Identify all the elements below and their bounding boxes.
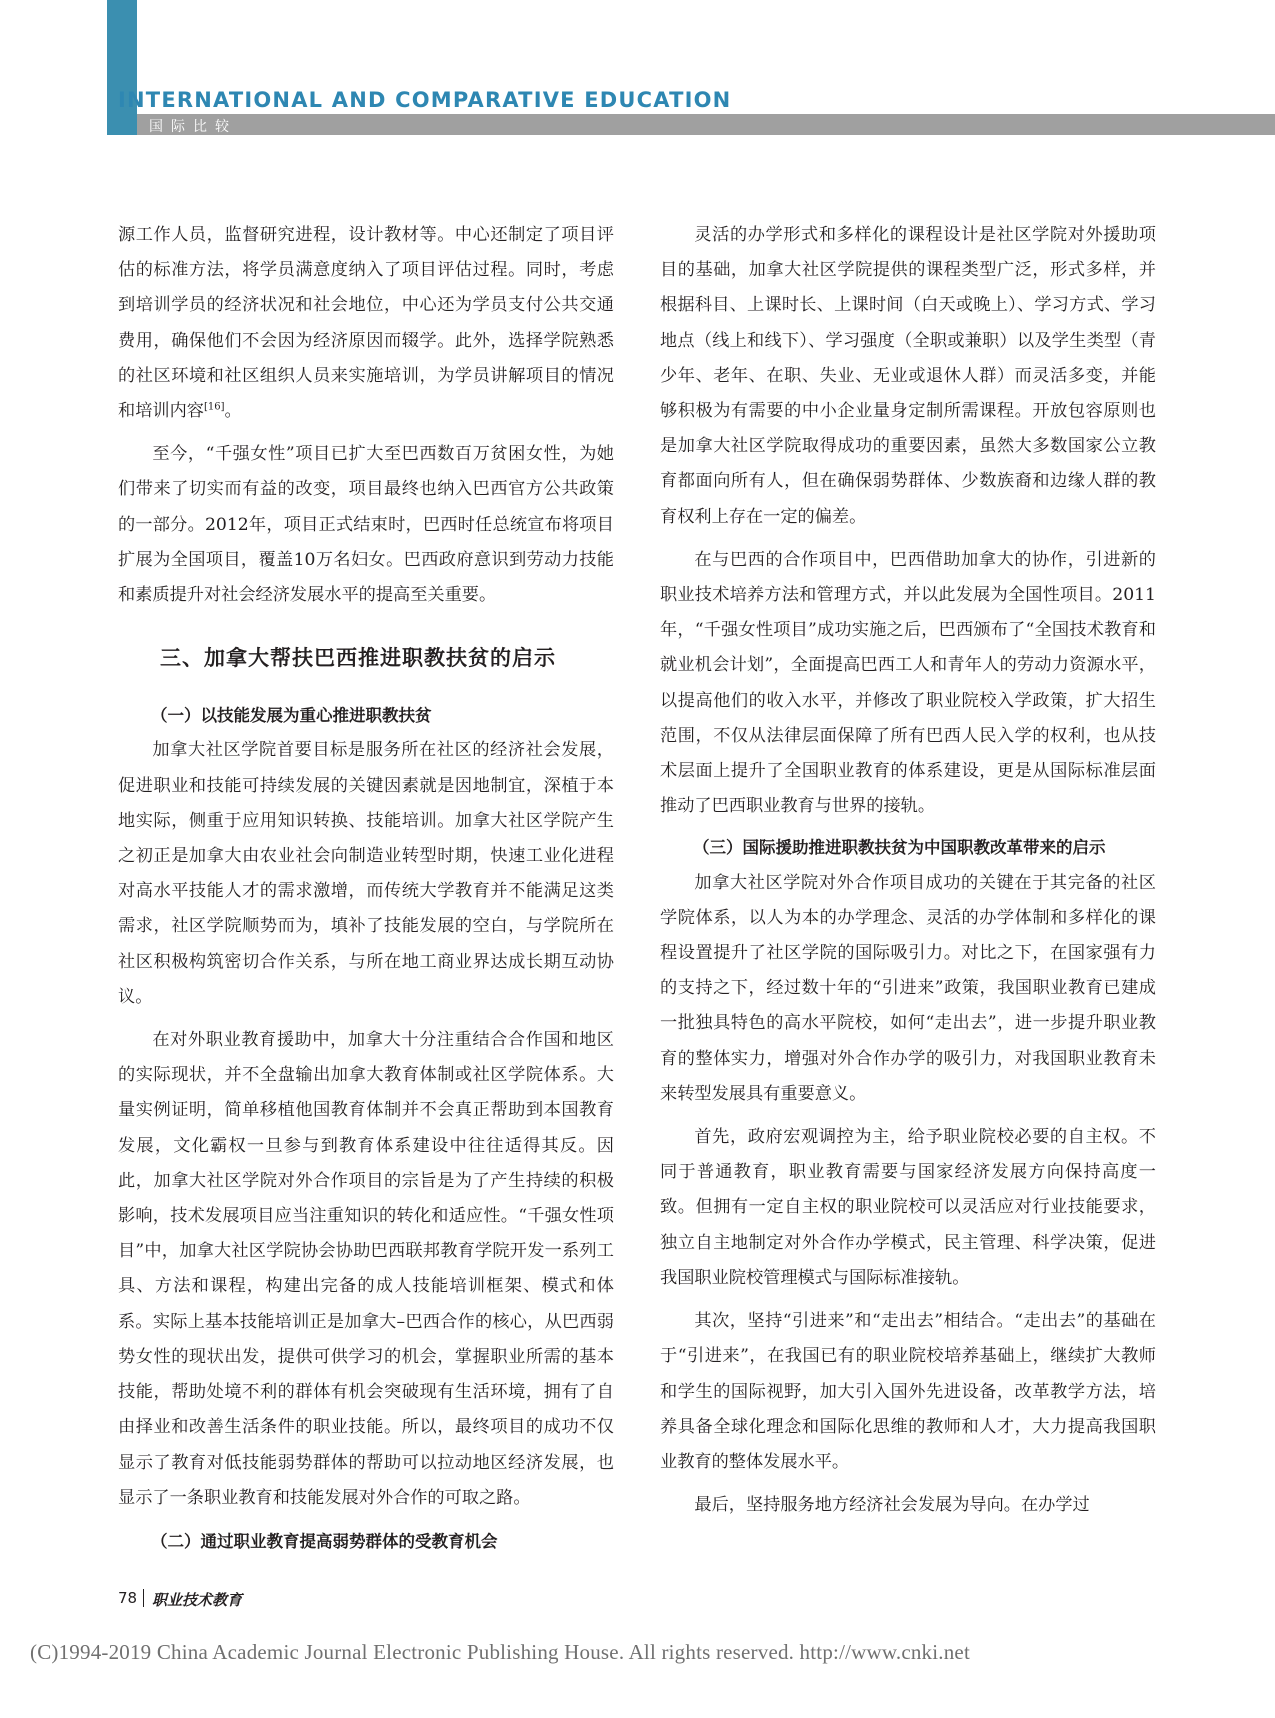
paragraph-end: 。	[224, 401, 242, 422]
body-paragraph	[118, 218, 614, 429]
header-band	[137, 114, 1275, 135]
copyright-line: (C)1994-2019 China Academic Journal Electronic Publishing House. All rights reserved. http://www.cnki.net	[30, 1640, 970, 1664]
journal-name: 职业技术教育	[152, 1591, 243, 1609]
body-paragraph: 在与巴西的合作项目中，巴西借助加拿大的协作，引进新的职业技术培养方法和管理方式，并以此发展为全国性项目。2011年，“千强女性项目”成功实施之后，巴西颁布了“全国技术教育和就业机会计划”，全面提高巴西工人和青年人的劳动力资源水平，以提高他们的收入水平，并修改了职业院校入学政策，扩大招生范围，不仅从法律层面保障了所有巴西人民入学的权利，也从技术层面上提升了全国职业教育的体系建设，更是从国际标准层面推动了巴西职业教育与世界的接轨。	[660, 549, 1156, 817]
footer-divider	[143, 1589, 144, 1607]
subsection-heading: （二）通过职业教育提高弱势群体的受教育机会	[151, 1531, 498, 1551]
body-paragraph: 加拿大社区学院对外合作项目成功的关键在于其完备的社区学院体系，以人为本的办学理念、灵活的办学体制和多样化的课程设置提升了社区学院的国际吸引力。对比之下，在国家强有力的支持之下，经过数十年的“引进来”政策，我国职业教育已建成一批独具特色的高水平院校，如何“走出去”，进一步提升职业教育的整体实力，增强对外合作办学的吸引力，对我国职业教育未来转型发展具有重要意义。	[660, 872, 1156, 1104]
body-paragraph: 至今，“千强女性”项目已扩大至巴西数百万贫困女性，为她们带来了切实而有益的改变，项目最终也纳入巴西官方公共政策的一部分。2012年，项目正式结束时，巴西时任总统宣布将项目扩展为全国项目，覆盖10万名妇女。巴西政府意识到劳动力技能和素质提升对社会经济发展水平的提高至关重要。	[118, 444, 614, 606]
page-number: 78	[118, 1589, 138, 1607]
body-paragraph: 灵活的办学形式和多样化的课程设计是社区学院对外援助项目的基础，加拿大社区学院提供的课程类型广泛，形式多样，并根据科目、上课时长、上课时间（白天或晚上）、学习方式、学习地点（线上和线下）、学习强度（全职或兼职）以及学生类型（青少年、老年、在职、失业、无业或退休人群）而灵活多变，并能够积极为有需要的中小企业量身定制所需课程。开放包容原则也是加拿大社区学院取得成功的重要因素，虽然大多数国家公立教育都面向所有人，但在确保弱势群体、少数族裔和边缘人群的教育权利上存在一定的偏差。	[660, 225, 1156, 527]
body-paragraph: 其次，坚持“引进来”和“走出去”相结合。“走出去”的基础在于“引进来”，在我国已有的职业院校培养基础上，继续扩大教师和学生的国际视野，加大引入国外先进设备，改革教学方法，培养具备全球化理念和国际化思维的教师和人才，大力提高我国职业教育的整体发展水平。	[660, 1311, 1156, 1472]
running-header-section: 国际比较	[149, 119, 237, 135]
body-paragraph: 在对外职业教育援助中，加拿大十分注重结合合作国和地区的实际现状，并不全盘输出加拿大教育体制或社区学院体系。大量实例证明，简单移植他国教育体制并不会真正帮助到本国教育发展，文化霸权一旦参与到教育体系建设中往往适得其反。因此，加拿大社区学院对外合作项目的宗旨是为了产生持续的积极影响，技术发展项目应当注重知识的转化和适应性。“千强女性项目”中，加拿大社区学院协会协助巴西联邦教育学院开发一系列工具、方法和课程，构建出完备的成人技能培训框架、模式和体系。实际上基本技能培训正是加拿大–巴西合作的核心，从巴西弱势女性的现状出发，提供可供学习的机会，掌握职业所需的基本技能，帮助处境不利的群体有机会突破现有生活环境，拥有了自由择业和改善生活条件的职业技能。所以，最终项目的成功不仅显示了教育对低技能弱势群体的帮助可以拉动地区经济发展，也显示了一条职业教育和技能发展对外合作的可取之路。	[118, 1030, 614, 1508]
paragraph-text: 源工作人员，监督研究进程，设计教材等。中心还制定了项目评估的标准方法，将学员满意度纳入了项目评估过程。同时，考虑到培训学员的经济状况和社会地位，中心还为学员支付公共交通费用，确保他们不会因为经济原因而辍学。此外，选择学院熟悉的社区环境和社区组织人员来实施培训，为学员讲解项目的情况和培训内容	[118, 225, 614, 422]
running-header-title: INTERNATIONAL AND COMPARATIVE EDUCATION	[118, 88, 732, 112]
section-heading: 三、加拿大帮扶巴西推进职教扶贫的启示	[160, 646, 556, 671]
body-paragraph: 加拿大社区学院首要目标是服务所在社区的经济社会发展，促进职业和技能可持续发展的关键因素就是因地制宜，深植于本地实际，侧重于应用知识转换、技能培训。加拿大社区学院产生之初正是加拿大由农业社会向制造业转型时期，快速工业化进程对高水平技能人才的需求激增，而传统大学教育并不能满足这类需求，社区学院顺势而为，填补了技能发展的空白，与学院所在社区积极构筑密切合作关系，与所在地工商业界达成长期互动协议。	[118, 740, 614, 1007]
right-column	[660, 218, 1156, 1523]
citation-ref: [16]	[203, 401, 225, 413]
subsection-heading: （一）以技能发展为重心推进职教扶贫	[151, 706, 432, 726]
header-accent-bar	[107, 0, 137, 135]
body-paragraph: 最后，坚持服务地方经济社会发展为导向。在办学过	[694, 1495, 1090, 1516]
left-column	[118, 218, 614, 1559]
body-paragraph: 首先，政府宏观调控为主，给予职业院校必要的自主权。不同于普通教育，职业教育需要与国家经济发展方向保持高度一致。但拥有一定自主权的职业院校可以灵活应对行业技能要求，独立自主地制定对外合作办学模式，民主管理、科学决策，促进我国职业院校管理模式与国际标准接轨。	[660, 1127, 1156, 1288]
subsection-heading: （三）国际援助推进职教扶贫为中国职教改革带来的启示	[693, 838, 1106, 858]
